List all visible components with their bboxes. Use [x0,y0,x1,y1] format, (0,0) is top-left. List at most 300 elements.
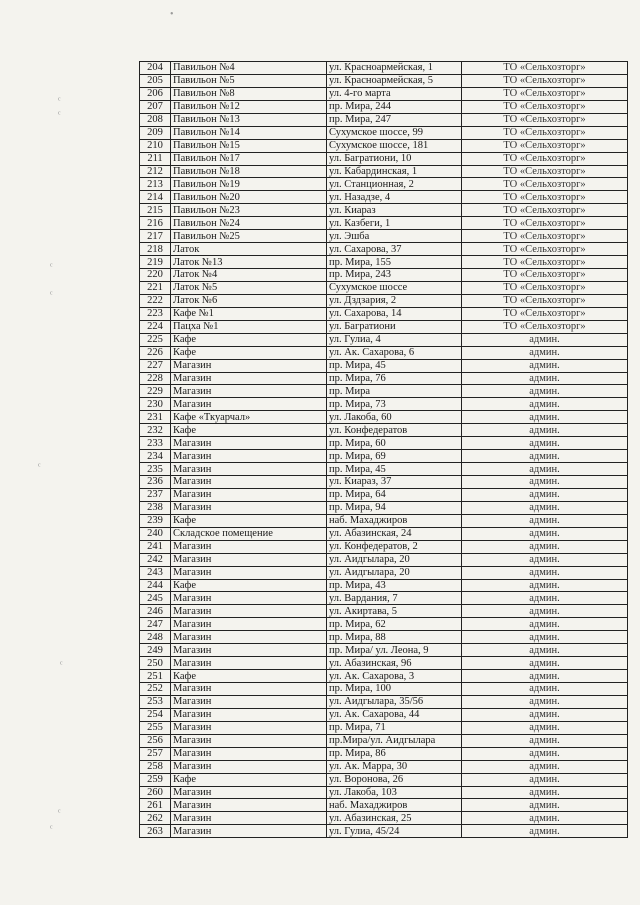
object-name: Магазин [171,450,327,463]
object-address: пр. Мира [327,385,462,398]
object-address: ул. Конфедератов, 2 [327,540,462,553]
object-name: Магазин [171,825,327,838]
table-row [140,566,628,579]
object-address: Сухумское шоссе [327,281,462,294]
row-number: 227 [140,359,171,372]
margin-mark: ᶜ [50,823,53,834]
object-address: пр. Мира, 43 [327,579,462,592]
object-owner: админ. [462,540,628,553]
row-number: 230 [140,398,171,411]
object-owner: ТО «Сельхозторг» [462,113,628,126]
row-number: 251 [140,670,171,683]
object-name: Магазин [171,605,327,618]
object-owner: ТО «Сельхозторг» [462,204,628,217]
table-row [140,721,628,734]
object-address: ул. Гулиа, 45/24 [327,825,462,838]
object-owner: админ. [462,695,628,708]
table-row [140,695,628,708]
object-address: ул. Конфедератов [327,424,462,437]
object-address: пр. Мира, 71 [327,721,462,734]
row-number: 212 [140,165,171,178]
table-row [140,553,628,566]
object-name: Пацха №1 [171,320,327,333]
table-row [140,488,628,501]
table-row [140,437,628,450]
row-number: 252 [140,683,171,696]
object-name: Кафе [171,579,327,592]
row-number: 217 [140,230,171,243]
row-number: 259 [140,773,171,786]
table-row [140,385,628,398]
object-name: Латок №13 [171,256,327,269]
object-owner: ТО «Сельхозторг» [462,87,628,100]
row-number: 222 [140,294,171,307]
object-owner: ТО «Сельхозторг» [462,281,628,294]
table-row [140,825,628,838]
object-address: пр. Мира, 155 [327,256,462,269]
object-owner: админ. [462,488,628,501]
object-address: ул. Ак. Сахарова, 3 [327,670,462,683]
object-name: Павильон №4 [171,62,327,75]
object-address: наб. Махаджиров [327,799,462,812]
object-owner: админ. [462,372,628,385]
object-address: пр. Мира, 76 [327,372,462,385]
table-row [140,605,628,618]
row-number: 207 [140,100,171,113]
margin-mark: ᶜ [58,95,61,106]
row-number: 237 [140,488,171,501]
object-owner: админ. [462,644,628,657]
table-row [140,760,628,773]
table-row [140,126,628,139]
row-number: 256 [140,734,171,747]
object-name: Латок №5 [171,281,327,294]
row-number: 236 [140,476,171,489]
object-owner: ТО «Сельхозторг» [462,243,628,256]
object-address: ул. Аидгылара, 35/56 [327,695,462,708]
row-number: 260 [140,786,171,799]
object-address: пр. Мира/ ул. Леона, 9 [327,644,462,657]
object-name: Магазин [171,760,327,773]
object-name: Магазин [171,488,327,501]
row-number: 233 [140,437,171,450]
row-number: 204 [140,62,171,75]
table-row [140,773,628,786]
object-name: Магазин [171,437,327,450]
row-number: 253 [140,695,171,708]
object-owner: ТО «Сельхозторг» [462,320,628,333]
row-number: 220 [140,269,171,282]
object-owner: админ. [462,773,628,786]
object-address: пр.Мира/ул. Аидгылара [327,734,462,747]
table-row [140,139,628,152]
table-row [140,734,628,747]
object-owner: админ. [462,799,628,812]
object-address: пр. Мира, 45 [327,463,462,476]
object-owner: админ. [462,501,628,514]
row-number: 208 [140,113,171,126]
object-name: Кафе [171,773,327,786]
table-row [140,320,628,333]
object-name: Магазин [171,592,327,605]
object-address: пр. Мира, 100 [327,683,462,696]
object-address: ул. Кабардинская, 1 [327,165,462,178]
object-owner: ТО «Сельхозторг» [462,269,628,282]
table-row [140,307,628,320]
row-number: 214 [140,191,171,204]
object-address: пр. Мира, 45 [327,359,462,372]
row-number: 238 [140,501,171,514]
row-number: 206 [140,87,171,100]
object-address: ул. Дздзария, 2 [327,294,462,307]
object-owner: админ. [462,579,628,592]
object-owner: ТО «Сельхозторг» [462,294,628,307]
table-row [140,786,628,799]
object-address: ул. Вардания, 7 [327,592,462,605]
table-row [140,812,628,825]
object-address: ул. Аидгылара, 20 [327,553,462,566]
object-name: Магазин [171,644,327,657]
object-name: Кафе [171,514,327,527]
object-name: Магазин [171,398,327,411]
object-name: Магазин [171,812,327,825]
row-number: 218 [140,243,171,256]
object-address: ул. Абазинская, 25 [327,812,462,825]
object-address: ул. Казбеги, 1 [327,217,462,230]
object-name: Кафе [171,424,327,437]
object-name: Магазин [171,372,327,385]
object-owner: админ. [462,424,628,437]
object-address: ул. Сахарова, 37 [327,243,462,256]
object-owner: ТО «Сельхозторг» [462,256,628,269]
row-number: 210 [140,139,171,152]
object-owner: админ. [462,359,628,372]
row-number: 248 [140,631,171,644]
object-address: Сухумское шоссе, 181 [327,139,462,152]
object-name: Павильон №18 [171,165,327,178]
object-address: пр. Мира, 64 [327,488,462,501]
table-row [140,256,628,269]
object-owner: админ. [462,786,628,799]
object-name: Павильон №19 [171,178,327,191]
object-address: ул. Аидгылара, 20 [327,566,462,579]
row-number: 232 [140,424,171,437]
table-row [140,592,628,605]
object-address: пр. Мира, 243 [327,269,462,282]
table-row [140,799,628,812]
object-owner: админ. [462,670,628,683]
row-number: 258 [140,760,171,773]
object-address: ул. Воронова, 26 [327,773,462,786]
object-address: пр. Мира, 94 [327,501,462,514]
object-name: Магазин [171,721,327,734]
object-owner: админ. [462,825,628,838]
table-row [140,540,628,553]
row-number: 261 [140,799,171,812]
object-name: Магазин [171,695,327,708]
object-owner: админ. [462,385,628,398]
row-number: 228 [140,372,171,385]
object-name: Магазин [171,566,327,579]
row-number: 250 [140,657,171,670]
object-name: Павильон №12 [171,100,327,113]
registry-rows [140,62,628,838]
object-address: пр. Мира, 60 [327,437,462,450]
table-row [140,100,628,113]
row-number: 249 [140,644,171,657]
table-row [140,514,628,527]
table-row [140,618,628,631]
object-owner: админ. [462,450,628,463]
object-owner: админ. [462,437,628,450]
object-name: Павильон №5 [171,74,327,87]
table-row [140,269,628,282]
table-row [140,683,628,696]
object-owner: админ. [462,721,628,734]
object-address: ул. Красноармейская, 1 [327,62,462,75]
object-name: Магазин [171,799,327,812]
object-address: пр. Мира, 244 [327,100,462,113]
object-owner: админ. [462,411,628,424]
object-address: ул. Гулиа, 4 [327,333,462,346]
table-row [140,165,628,178]
object-owner: ТО «Сельхозторг» [462,230,628,243]
object-address: ул. Лакоба, 103 [327,786,462,799]
object-name: Кафе [171,346,327,359]
object-owner: админ. [462,605,628,618]
margin-mark: ᶜ [58,109,61,120]
row-number: 215 [140,204,171,217]
row-number: 205 [140,74,171,87]
object-name: Магазин [171,385,327,398]
row-number: 247 [140,618,171,631]
row-number: 231 [140,411,171,424]
object-owner: админ. [462,592,628,605]
table-row [140,411,628,424]
object-name: Кафе [171,670,327,683]
object-name: Магазин [171,657,327,670]
object-name: Магазин [171,476,327,489]
object-name: Латок [171,243,327,256]
object-address: ул. Красноармейская, 5 [327,74,462,87]
table-row [140,747,628,760]
object-owner: админ. [462,527,628,540]
object-address: пр. Мира, 86 [327,747,462,760]
object-address: пр. Мира, 73 [327,398,462,411]
table-row [140,281,628,294]
table-row [140,204,628,217]
object-name: Павильон №14 [171,126,327,139]
table-row [140,424,628,437]
object-owner: ТО «Сельхозторг» [462,139,628,152]
object-address: ул. Эшба [327,230,462,243]
object-address: ул. Сахарова, 14 [327,307,462,320]
object-name: Складское помещение [171,527,327,540]
object-address: ул. Ак. Сахарова, 6 [327,346,462,359]
object-address: ул. Багратиони [327,320,462,333]
row-number: 234 [140,450,171,463]
row-number: 263 [140,825,171,838]
object-owner: админ. [462,463,628,476]
object-address: пр. Мира, 69 [327,450,462,463]
object-name: Латок №4 [171,269,327,282]
table-row [140,113,628,126]
object-owner: ТО «Сельхозторг» [462,165,628,178]
table-row [140,62,628,75]
object-owner: админ. [462,333,628,346]
object-address: ул. Ак. Марра, 30 [327,760,462,773]
table-row [140,333,628,346]
registry-table [139,61,628,838]
object-name: Магазин [171,786,327,799]
object-owner: админ. [462,553,628,566]
object-name: Кафе [171,333,327,346]
object-owner: ТО «Сельхозторг» [462,191,628,204]
object-name: Павильон №8 [171,87,327,100]
row-number: 219 [140,256,171,269]
table-row [140,294,628,307]
table-row [140,644,628,657]
table-row [140,243,628,256]
row-number: 257 [140,747,171,760]
object-owner: ТО «Сельхозторг» [462,307,628,320]
margin-mark: ᶜ [50,289,53,300]
object-name: Магазин [171,708,327,721]
object-name: Павильон №24 [171,217,327,230]
row-number: 254 [140,708,171,721]
object-owner: админ. [462,476,628,489]
table-row [140,708,628,721]
row-number: 255 [140,721,171,734]
object-owner: админ. [462,708,628,721]
table-row [140,359,628,372]
table-row [140,191,628,204]
object-name: Магазин [171,747,327,760]
table-row [140,501,628,514]
object-owner: админ. [462,346,628,359]
object-address: пр. Мира, 88 [327,631,462,644]
table-row [140,476,628,489]
row-number: 225 [140,333,171,346]
table-row [140,579,628,592]
object-name: Кафе «Ткуарчал» [171,411,327,424]
object-name: Павильон №20 [171,191,327,204]
row-number: 244 [140,579,171,592]
object-owner: админ. [462,812,628,825]
object-name: Магазин [171,631,327,644]
object-name: Павильон №13 [171,113,327,126]
row-number: 239 [140,514,171,527]
object-address: ул. Абазинская, 24 [327,527,462,540]
object-address: ул. 4-го марта [327,87,462,100]
object-address: ул. Киараз, 37 [327,476,462,489]
object-owner: админ. [462,683,628,696]
object-owner: ТО «Сельхозторг» [462,100,628,113]
row-number: 213 [140,178,171,191]
object-name: Магазин [171,540,327,553]
object-name: Кафе №1 [171,307,327,320]
row-number: 216 [140,217,171,230]
row-number: 240 [140,527,171,540]
row-number: 235 [140,463,171,476]
row-number: 245 [140,592,171,605]
table-row [140,631,628,644]
table-row [140,527,628,540]
table-row [140,178,628,191]
object-owner: ТО «Сельхозторг» [462,152,628,165]
scan-speck-top: • [170,9,174,20]
table-row [140,372,628,385]
object-address: ул. Назадзе, 4 [327,191,462,204]
margin-mark: ᶜ [60,659,63,670]
row-number: 241 [140,540,171,553]
object-owner: админ. [462,734,628,747]
object-owner: админ. [462,657,628,670]
row-number: 242 [140,553,171,566]
object-owner: ТО «Сельхозторг» [462,126,628,139]
table-row [140,463,628,476]
object-name: Латок №6 [171,294,327,307]
object-address: пр. Мира, 247 [327,113,462,126]
table-row [140,152,628,165]
object-address: ул. Ак. Сахарова, 44 [327,708,462,721]
object-name: Павильон №23 [171,204,327,217]
table-row [140,217,628,230]
object-name: Павильон №15 [171,139,327,152]
table-row [140,670,628,683]
object-address: ул. Абазинская, 96 [327,657,462,670]
object-owner: ТО «Сельхозторг» [462,74,628,87]
table-row [140,74,628,87]
row-number: 223 [140,307,171,320]
margin-mark: ᶜ [38,461,41,472]
table-row [140,87,628,100]
object-owner: админ. [462,760,628,773]
object-owner: ТО «Сельхозторг» [462,217,628,230]
object-owner: ТО «Сельхозторг» [462,178,628,191]
table-row [140,657,628,670]
table-row [140,230,628,243]
table-row [140,450,628,463]
object-address: Сухумское шоссе, 99 [327,126,462,139]
row-number: 246 [140,605,171,618]
margin-mark: ᶜ [50,261,53,272]
row-number: 226 [140,346,171,359]
object-name: Павильон №17 [171,152,327,165]
row-number: 262 [140,812,171,825]
object-address: ул. Станционная, 2 [327,178,462,191]
object-name: Магазин [171,501,327,514]
margin-mark: ᶜ [58,807,61,818]
row-number: 221 [140,281,171,294]
row-number: 229 [140,385,171,398]
object-address: наб. Махаджиров [327,514,462,527]
object-address: ул. Лакоба, 60 [327,411,462,424]
object-owner: админ. [462,566,628,579]
row-number: 211 [140,152,171,165]
object-name: Магазин [171,359,327,372]
object-address: пр. Мира, 62 [327,618,462,631]
table-row [140,346,628,359]
row-number: 224 [140,320,171,333]
object-owner: админ. [462,631,628,644]
object-address: ул. Акиртава, 5 [327,605,462,618]
object-address: ул. Багратиони, 10 [327,152,462,165]
object-name: Магазин [171,618,327,631]
row-number: 243 [140,566,171,579]
table-row [140,398,628,411]
object-owner: админ. [462,514,628,527]
